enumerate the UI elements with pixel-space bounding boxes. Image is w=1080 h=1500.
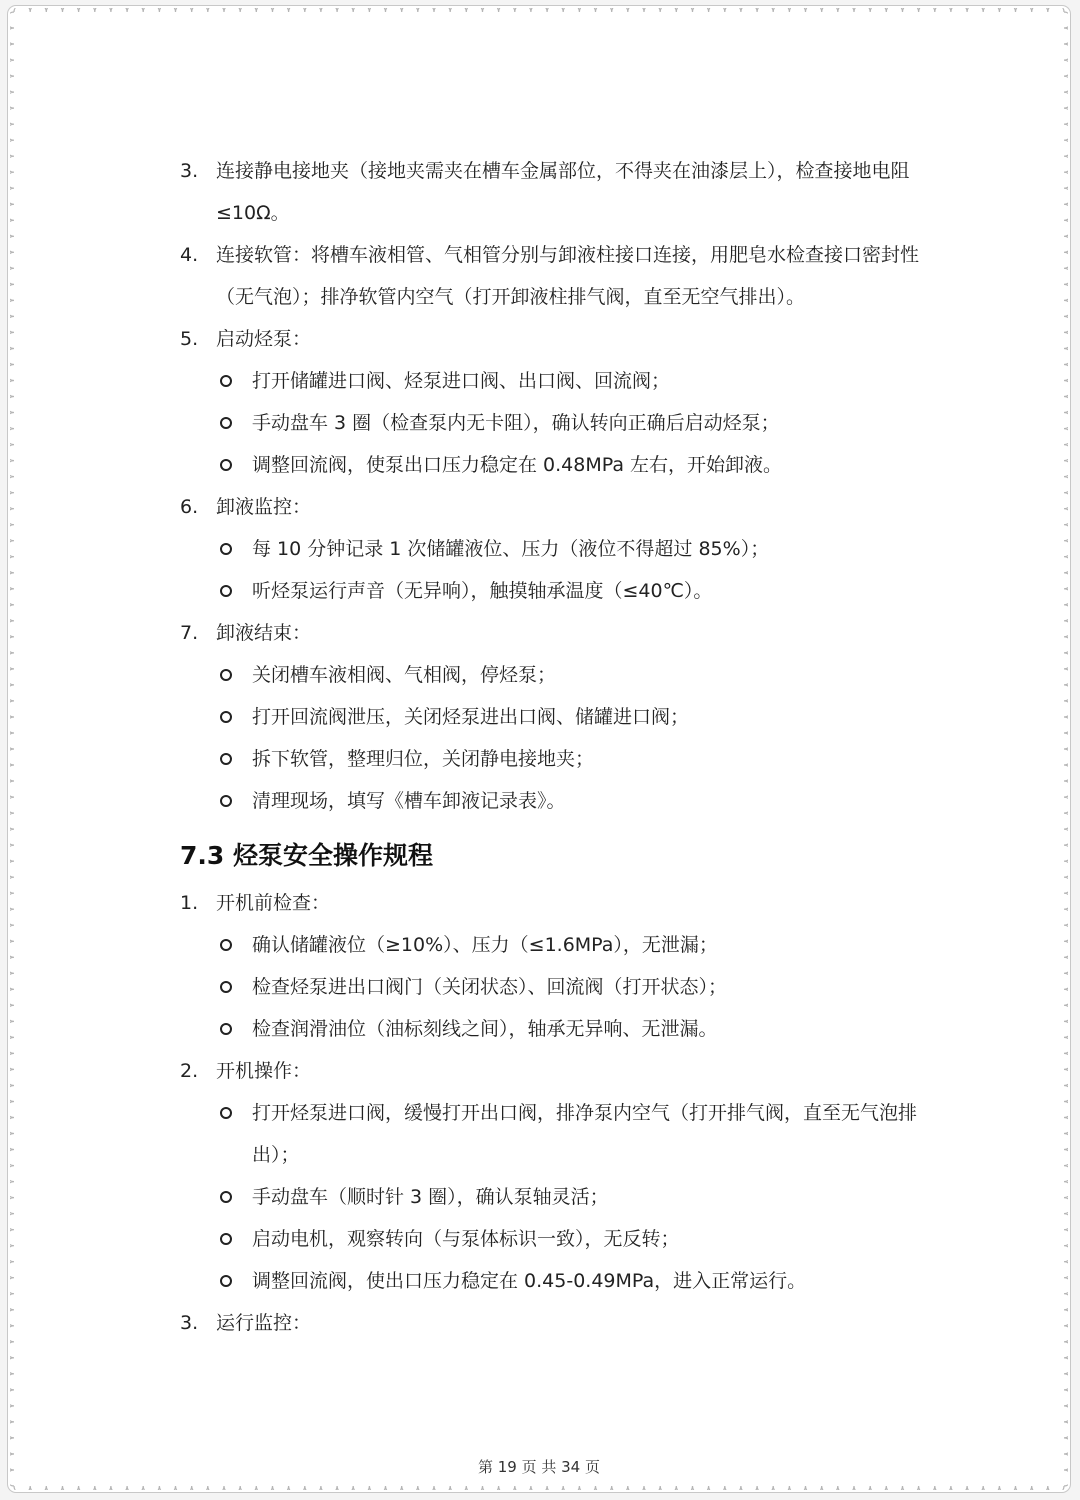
sub-item-text: 打开烃泵进口阀，缓慢打开出口阀，排净泵内空气（打开排气阀，直至无气泡排出）； bbox=[252, 1102, 918, 1166]
sub-item bbox=[180, 360, 920, 402]
numbered-item bbox=[180, 486, 920, 528]
sub-item bbox=[180, 1260, 920, 1302]
item-number: 1. bbox=[180, 892, 199, 914]
circle-bullet-icon bbox=[220, 981, 232, 993]
item-text: 启动烃泵： bbox=[216, 328, 312, 350]
circle-bullet-icon bbox=[220, 417, 232, 429]
sub-item bbox=[180, 654, 920, 696]
sub-item-text: 手动盘车 3 圈（检查泵内无卡阻），确认转向正确后启动烃泵； bbox=[252, 412, 780, 434]
sub-item-text: 清理现场，填写《槽车卸液记录表》。 bbox=[252, 790, 566, 812]
unloading-steps-list bbox=[180, 150, 920, 822]
page-footer: 第 19 页 共 34 页 bbox=[477, 1458, 600, 1476]
scallop-edge bbox=[10, 12, 14, 1486]
circle-bullet-icon bbox=[220, 1107, 232, 1119]
circle-bullet-icon bbox=[220, 1233, 232, 1245]
scallop-edge bbox=[1064, 12, 1068, 1486]
numbered-item bbox=[180, 1050, 920, 1092]
sub-item-text: 手动盘车（顺时针 3 圈），确认泵轴灵活； bbox=[252, 1186, 609, 1208]
numbered-item bbox=[180, 882, 920, 924]
circle-bullet-icon bbox=[220, 1191, 232, 1203]
section-heading: 7.3 烃泵安全操作规程 bbox=[180, 841, 433, 870]
sub-item bbox=[180, 1008, 920, 1050]
sub-item bbox=[180, 780, 920, 822]
circle-bullet-icon bbox=[220, 375, 232, 387]
numbered-item bbox=[180, 234, 920, 318]
sub-item bbox=[180, 1092, 920, 1176]
item-text: 卸液结束： bbox=[216, 622, 312, 644]
sub-item bbox=[180, 924, 920, 966]
numbered-item bbox=[180, 1302, 920, 1344]
circle-bullet-icon bbox=[220, 543, 232, 555]
numbered-item bbox=[180, 318, 920, 360]
circle-bullet-icon bbox=[220, 711, 232, 723]
scallop-edge bbox=[14, 1486, 1064, 1490]
circle-bullet-icon bbox=[220, 459, 232, 471]
sub-item-text: 确认储罐液位（≥10%）、压力（≤1.6MPa），无泄漏； bbox=[252, 934, 718, 956]
numbered-item bbox=[180, 150, 920, 234]
item-number: 6. bbox=[180, 496, 199, 518]
circle-bullet-icon bbox=[220, 753, 232, 765]
numbered-item bbox=[180, 612, 920, 654]
content-body bbox=[180, 150, 920, 1344]
sub-item bbox=[180, 966, 920, 1008]
circle-bullet-icon bbox=[220, 1275, 232, 1287]
item-text: 连接软管：将槽车液相管、气相管分别与卸液柱接口连接，用肥皂水检查接口密封性（无气泡）；排净软管内空气（打开卸液柱排气阀，直至无空气排出）。 bbox=[216, 244, 920, 308]
circle-bullet-icon bbox=[220, 1023, 232, 1035]
item-text: 运行监控： bbox=[216, 1312, 312, 1334]
sub-item bbox=[180, 570, 920, 612]
sub-item-text: 调整回流阀，使泵出口压力稳定在 0.48MPa 左右，开始卸液。 bbox=[252, 454, 783, 476]
item-text: 卸液监控： bbox=[216, 496, 312, 518]
item-number: 5. bbox=[180, 328, 199, 350]
circle-bullet-icon bbox=[220, 939, 232, 951]
sub-item-text: 检查烃泵进出口阀门（关闭状态）、回流阀（打开状态）； bbox=[252, 976, 728, 998]
item-text: 连接静电接地夹（接地夹需夹在槽车金属部位，不得夹在油漆层上），检查接地电阻≤10Ω。 bbox=[216, 160, 910, 224]
item-number: 3. bbox=[180, 1312, 199, 1334]
item-text: 开机前检查： bbox=[216, 892, 331, 914]
circle-bullet-icon bbox=[220, 795, 232, 807]
sub-item-text: 打开回流阀泄压，关闭烃泵进出口阀、储罐进口阀； bbox=[252, 706, 690, 728]
sub-item-text: 检查润滑油位（油标刻线之间），轴承无异响、无泄漏。 bbox=[252, 1018, 718, 1040]
sub-item-text: 听烃泵运行声音（无异响），触摸轴承温度（≤40℃）。 bbox=[252, 580, 713, 602]
circle-bullet-icon bbox=[220, 669, 232, 681]
sub-item-text: 启动电机，观察转向（与泵体标识一致），无反转； bbox=[252, 1228, 680, 1250]
item-text: 开机操作： bbox=[216, 1060, 312, 1082]
document-page bbox=[10, 8, 1068, 1490]
sub-item bbox=[180, 402, 920, 444]
sub-item-text: 打开储罐进口阀、烃泵进口阀、出口阀、回流阀； bbox=[252, 370, 671, 392]
sub-item bbox=[180, 1218, 920, 1260]
item-number: 2. bbox=[180, 1060, 199, 1082]
sub-item bbox=[180, 738, 920, 780]
sub-item bbox=[180, 696, 920, 738]
sub-item-text: 拆下软管，整理归位，关闭静电接地夹； bbox=[252, 748, 595, 770]
sub-item-text: 调整回流阀，使出口压力稳定在 0.45-0.49MPa，进入正常运行。 bbox=[252, 1270, 807, 1292]
sub-item-text: 每 10 分钟记录 1 次储罐液位、压力（液位不得超过 85%）； bbox=[252, 538, 770, 560]
pump-operation-list bbox=[180, 882, 920, 1344]
sub-item bbox=[180, 1176, 920, 1218]
circle-bullet-icon bbox=[220, 585, 232, 597]
sub-item bbox=[180, 444, 920, 486]
sub-item bbox=[180, 528, 920, 570]
sub-item-text: 关闭槽车液相阀、气相阀，停烃泵； bbox=[252, 664, 557, 686]
item-number: 7. bbox=[180, 622, 199, 644]
item-number: 3. bbox=[180, 160, 199, 182]
scallop-edge bbox=[14, 8, 1064, 12]
item-number: 4. bbox=[180, 244, 199, 266]
